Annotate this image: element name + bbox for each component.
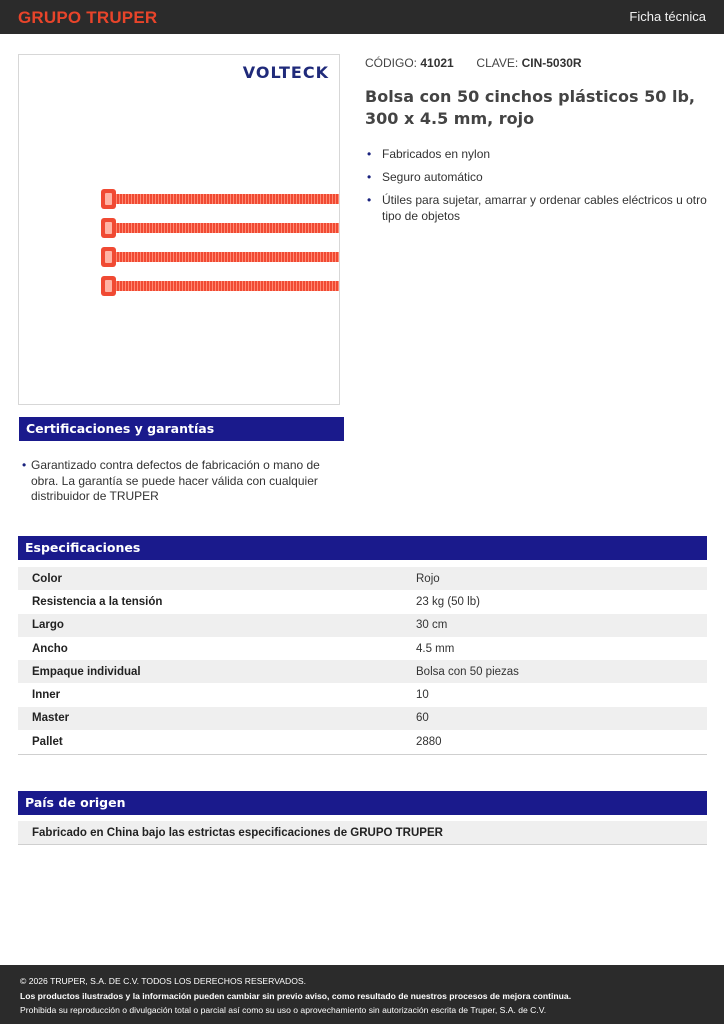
table-row [18, 683, 707, 706]
product-title: Bolsa con 50 cinchos plásticos 50 lb, 300 x 4.5 mm, rojo [365, 87, 695, 128]
divider [18, 754, 707, 755]
spec-label: Resistencia a la tensión [32, 595, 163, 608]
table-row [18, 660, 707, 683]
spec-value: 10 [416, 689, 429, 702]
disclaimer-text: Los productos ilustrados y la información pueden cambiar sin previo aviso, como resultado de nuestros procesos de mejora continua. [20, 990, 572, 1001]
spec-label: Master [18, 707, 416, 730]
spec-label: Color [18, 567, 416, 590]
cable-tie [101, 218, 339, 238]
table-row [18, 730, 707, 753]
spec-value: 30 cm [416, 614, 707, 637]
spec-label: Inner [32, 689, 61, 702]
spec-label: Ancho [32, 642, 68, 655]
cable-tie [101, 189, 339, 209]
spec-label: Largo [18, 614, 416, 637]
product-image [18, 54, 340, 405]
brand-logo: GRUPO TRUPER [18, 8, 158, 27]
spec-label: Pallet [32, 735, 63, 748]
cable-tie [101, 247, 339, 267]
spec-value: 60 [416, 707, 707, 730]
document-type: Ficha técnica [629, 9, 706, 24]
specs-heading: Especificaciones [18, 536, 707, 560]
spec-value: Bolsa con 50 piezas [416, 660, 707, 683]
table-row [18, 637, 707, 660]
table-row [18, 590, 707, 613]
warranty-text: • Garantizado contra defectos de fabricación o mano de obra. La garantía se puede hacer válida con cualquier distribuidor de TRUPER [22, 458, 349, 505]
copyright-text: © 2026 TRUPER, S.A. DE C.V. TODOS LOS DERECHOS RESERVADOS. [20, 976, 307, 986]
spec-value: Rojo [416, 567, 707, 590]
code-label: CÓDIGO: [365, 56, 418, 70]
origin-text: Fabricado en China bajo las estrictas especificaciones de GRUPO TRUPER [18, 821, 707, 845]
table-row [18, 567, 707, 590]
reproduction-notice: Prohibida su reproducción o divulgación total o parcial así como su uso o aprovechamiento sin autorización escrita de Truper, S.A. de C.V. [20, 1005, 547, 1015]
specs-table [18, 567, 707, 753]
clave-label: CLAVE: [476, 56, 519, 70]
table-row [18, 707, 707, 730]
spec-value: 23 kg (50 lb) [416, 595, 480, 608]
spec-value: 2880 [416, 735, 442, 748]
volteck-logo: VOLTECK [242, 63, 329, 82]
feature-item: • Fabricados en nylon [365, 146, 710, 162]
cable-ties-illustration [19, 55, 339, 404]
product-codes [365, 56, 582, 70]
footer [0, 965, 724, 1024]
certifications-heading: Certificaciones y garantías [19, 417, 344, 441]
top-bar [0, 0, 724, 34]
code-value: 41021 [420, 56, 454, 70]
origin-heading: País de origen [18, 791, 707, 815]
table-row [18, 614, 707, 637]
spec-label: Empaque individual [18, 660, 416, 683]
spec-value: 4.5 mm [416, 642, 455, 655]
cable-tie [101, 276, 339, 296]
clave-value: CIN-5030R [521, 56, 582, 70]
feature-item: • Útiles para sujetar, amarrar y ordenar cables eléctricos u otro tipo de objetos [365, 192, 710, 224]
feature-item: • Seguro automático [365, 169, 710, 185]
feature-list [365, 146, 710, 231]
